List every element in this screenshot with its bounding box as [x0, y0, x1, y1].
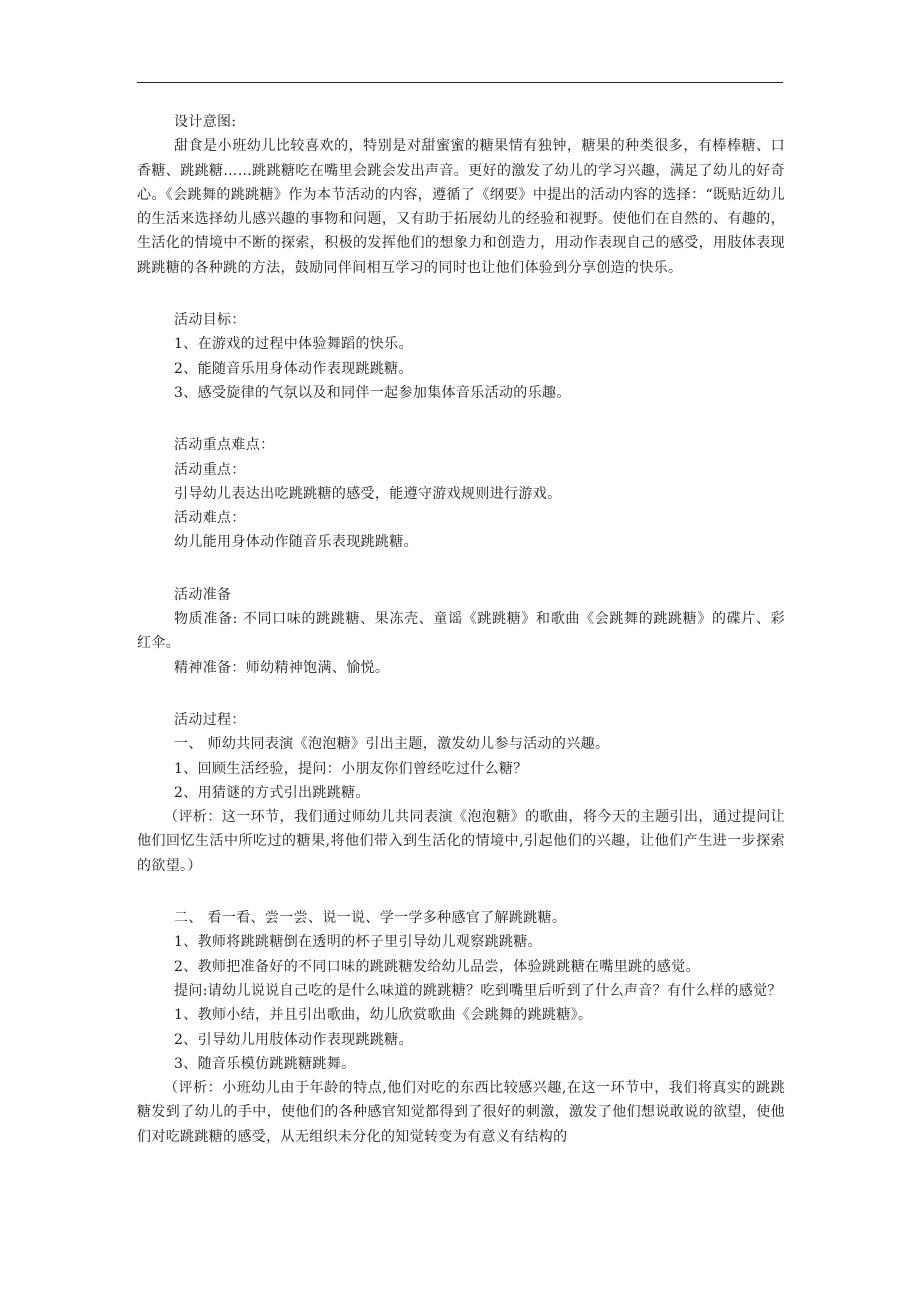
process-item: 2、引导幼儿用肢体动作表现跳跳糖。: [174, 1031, 413, 1048]
design-intent-body: 甜食是小班幼儿比较喜欢的，特别是对甜蜜蜜的糖果情有独钟，糖果的种类很多，有棒棒糖、口香糖、跳跳糖……跳跳糖吃在嘴里会跳会发出声音。更好的激发了幼儿的学习兴趣，满足了幼儿的好奇心。《会跳舞的跳跳糖》作为本节活动的内容，遵循了《纲要》中提出的活动内容的选择：“既贴近幼儿的生活来选择幼儿感兴趣的事物和问题，又有助于拓展幼儿的经验和视野。使他们在自然的、有趣的，生活化的情境中不断的探索，积极的发挥他们的想象力和创造力，用动作表现自己的感受，用肢体表现跳跳糖的各种跳的方法，鼓励同伴间相互学习的同时也让他们体验到分享创造的快乐。: [137, 138, 785, 276]
preparation-material: 物质准备: 不同口味的跳跳糖、果冻壳、童谣《跳跳糖》和歌曲《会跳舞的跳跳糖》的碟片、彩红伞。: [137, 611, 785, 652]
process-item: 2、用猜谜的方式引出跳跳糖。: [174, 784, 370, 801]
spacer: [137, 555, 785, 583]
process-item: 3、随音乐模仿跳跳糖跳舞。: [174, 1055, 356, 1072]
goal-item: 2、能随音乐用身体动作表现跳跳糖。: [174, 360, 413, 377]
preparation-heading: 活动准备: [174, 586, 232, 603]
focus-text: 引导幼儿表达出吃跳跳糖的感受，能遵守游戏规则进行游戏。: [174, 485, 562, 502]
design-intent-heading: 设计意图:: [174, 114, 237, 130]
difficulty-label: 活动难点：: [174, 510, 246, 527]
document-body: [137, 110, 785, 1149]
spacer: [137, 405, 785, 433]
header-rule: [137, 82, 783, 83]
process-item: 2、教师把准备好的不同口味的跳跳糖发给幼儿品尝，体验跳跳糖在嘴里跳的感觉。: [174, 958, 700, 975]
process-part2-comment: （评析：小班幼儿由于年龄的特点,他们对吃的东西比较感兴趣,在这一环节中，我们将真实的跳跳糖发到了幼儿的手中，使他们的各种感官知觉都得到了很好的刺激，激发了他们想说敢说的欲望，使他们对吃跳跳糖的感受，从无组织未分化的知觉转变为有意义有结构的: [137, 1080, 785, 1145]
focus-label: 活动重点：: [174, 461, 246, 478]
spacer: [137, 280, 785, 308]
goal-item: 1、在游戏的过程中体验舞蹈的快乐。: [174, 336, 413, 353]
process-item: 1、教师小结，并且引出歌曲，幼儿欣赏歌曲《会跳舞的跳跳糖》。: [174, 1007, 593, 1024]
spacer: [137, 878, 785, 906]
goals-heading: 活动目标：: [174, 312, 246, 329]
process-item: 1、教师将跳跳糖倒在透明的杯子里引导幼儿观察跳跳糖。: [174, 934, 543, 951]
process-part2-title: 二、 看一看、尝一尝、说一说、学一学多种感官了解跳跳糖。: [174, 910, 567, 927]
spacer: [137, 680, 785, 708]
process-heading: 活动过程：: [174, 711, 246, 728]
process-part2-question: 提问:请幼儿说说自己吃的是什么味道的跳跳糖？吃到嘴里后听到了什么声音？有什么样的感觉？: [174, 982, 782, 999]
key-points-heading: 活动重点难点：: [174, 437, 275, 454]
process-part1-comment: （评析：这一环节，我们通过师幼儿共同表演《泡泡糖》的歌曲，将今天的主题引出，通过提问让他们回忆生活中所吃过的糖果,将他们带入到生活化的情境中,引起他们的兴趣，让他们产生进一步探索的欲望。）: [137, 809, 785, 874]
goal-item: 3、感受旋律的气氛以及和同伴一起参加集体音乐活动的乐趣。: [174, 384, 571, 401]
difficulty-text: 幼儿能用身体动作随音乐表现跳跳糖。: [174, 534, 418, 551]
process-part1-title: 一、 师幼共同表演《泡泡糖》引出主题，激发幼儿参与活动的兴趣。: [174, 736, 610, 753]
preparation-spirit: 精神准备：师幼精神饱满、愉悦。: [174, 659, 390, 676]
process-item: 1、回顾生活经验，提问：小朋友你们曾经吃过什么糖？: [174, 760, 528, 777]
